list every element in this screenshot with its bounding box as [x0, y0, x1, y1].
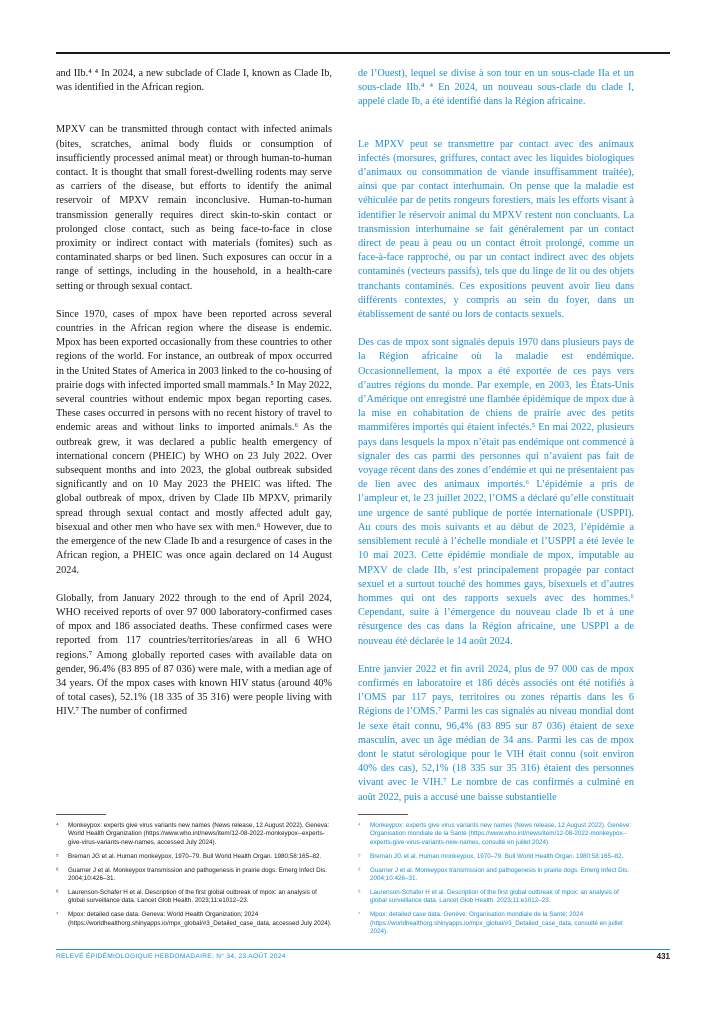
english-paragraph: Since 1970, cases of mpox have been reported across several countries in the African region where the disease is endemic. Mpox has been exported occasionally from these countries to other regions of the world. For instance, an outbreak of mpox occurred in the United States of America in 2003 linked to the co-housing of prairie dogs with infected imported small mammals.⁵ In May 2022, several countries without endemic mpox began reporting cases. These cases occurred in persons with no recent history of travel to endemic areas and without links to imported animals.⁶ As the outbreak grew, it was declared a public health emergency of international concern (PHEIC) by WHO on 23 July 2022. Over subsequent months and into 2023, the global outbreak subsided significantly and on 10 May 2023 the PHEIC was lifted. The global outbreak of mpox, driven by Clade IIb MPXV, primarily spread through sexual contact and mostly affected adult gay, bisexual and other men who have sex with men.⁶ However, due to the emergence of the new Clade Ib and a resurgence of cases in the African region, a PHEIC was once again declared on 14 August 2024. — [56, 308, 332, 576]
footnote-number: ⁶ — [358, 888, 361, 896]
footnote — [358, 911, 634, 936]
footnote — [358, 867, 634, 884]
footnote-text: Breman JG et al. Human monkeypox, 1970–79. Bull World Health Organ. 1980;58:165–82. — [370, 852, 624, 860]
french-paragraph: de l’Ouest), lequel se divise à son tour en un sous-clade IIa et un sous-clade IIb.⁴ ⁴ En 2024, un nouveau sous-clade du clade I, appelé clade Ib, a été identifié dans la Région africaine. — [358, 68, 634, 108]
french-paragraph: Des cas de mpox sont signalés depuis 1970 dans plusieurs pays de la Région africaine où la maladie est endémique. Occasionnellement, la mpox a été exportée de ces pays vers d’autres régions du monde. Par exemple, en 2003, les États-Unis d’Amérique ont enregistré une flambée épidémique de mpox due à la mise en cohabitation de chiens de prairie avec des petits mammifères importés qui étaient infectés.⁵ En mai 2022, plusieurs pays dans lesquels la mpox n’était pas endémique ont commencé à signaler des cas parmi des personnes qui n’avaient pas fait de voyage récent dans des zones d’endémie et qui ne présentaient pas de lien avec des animaux importés.⁶ L’épidémie a pris de l’ampleur et, le 23 juillet 2022, l’OMS a déclaré qu’elle constituait une urgence de santé publique de portée internationale (USPPI). Au cours des mois suivants et au début de 2023, l’épidémie a sensiblement reculé à l’échelle mondiale et l’USPPI a été levée le 10 mai 2023. Cette épidémie mondiale de mpox, imputable au MPXV de clade IIb, s’est principalement propagée par contact sexuel et a surtout touché des hommes gays, bisexuels et d’autres hommes qui ont des rapports sexuels avec des hommes.⁶ Cependant, suite à l’émergence du nouveau clade Ib et à une résurgence des cas dans la Région africaine, une USPPI a de nouveau été déclarée le 14 août 2024. — [358, 337, 634, 647]
page-number: 431 — [656, 952, 670, 961]
footnote-text: Mpox: detailed case data. Geneva: World Health Organization; 2024 (https://worldhealthorg.shinyapps.io/mpx_global/#3_Detailed_case_data, accessed July 2024). — [68, 911, 332, 927]
footnote — [56, 853, 332, 861]
footnote-number: ⁶ — [56, 866, 59, 874]
french-paragraph: Le MPXV peut se transmettre par contact avec des animaux infectés (morsures, griffures, contact avec les liquides biologiques d’animaux ou consommation de viande insuffisamment traitée), ainsi que par contact interhumain. On pense que la maladie est véhiculée par de petits rongeurs forestiers, mais les efforts visant à identifier le réservoir animal du MPXV restent non concluants. La transmission interhumaine se fait généralement par un contact direct de peau à peau ou un contact étroit prolongé, comme un face-à-face rapproché, ou par un contact indirect avec des objets contaminés (vecteurs passifs), tels que du linge de lit ou des objets tranchants contaminés. Ces expositions peuvent avoir lieu dans différents contextes, y compris au sein du foyer, dans un établissement de santé ou lors de contacts sexuels. — [358, 138, 634, 321]
footnote-number: ⁶ — [358, 866, 361, 874]
running-title: RELEVÉ ÉPIDÉMIOLOGIQUE HEBDOMADAIRE, N° 34, 23 AOÛT 2024 — [56, 953, 286, 960]
footnote-text: Mpox: detailed case data. Genève: Organisation mondiale de la Santé; 2024 (https://worldhealthorg.shinyapps.io/mpx_global/#3_Detailed_case_data, consulté en juillet 2024). — [370, 911, 623, 936]
footnote-rule — [358, 814, 408, 815]
footnote-number: ⁷ — [56, 911, 59, 919]
top-rule — [56, 52, 670, 54]
footnote-number: ⁶ — [56, 888, 59, 896]
english-paragraph: Globally, from January 2022 through to the end of April 2024, WHO received reports of over 97 000 laboratory-confirmed cases of mpox and 186 associated deaths. These confirmed cases were reported from 117 countries/territories/areas in all 6 WHO regions.⁷ Among globally reported cases with available data on gender, 96.4% (83 895 of 87 036) were male, with a median age of 34 years. Of the mpox cases with known HIV status (around 40% of total cases), 52.1% (18 335 of 35 316) were people living with HIV.⁷ The number of confirmed — [56, 592, 332, 718]
english-paragraph: MPXV can be transmitted through contact with infected animals (bites, scratches, animal body fluids or consumption of insufficiently processed animal meat) or through human-to-human contact. It is thought that small forest-dwelling rodents may serve as carriers of the disease, but efforts to identify the animal reservoir of MPXV remain inconclusive. Human-to-human transmission generally requires direct skin-to-skin contact or prolonged close contact, such as being face-to-face in close proximity or indirect contact with materials (fomites) such as contaminated sharps or bed linen. Such exposures can occur in a range of settings, including in the household, in a health-care setting or through sexual contact. — [56, 124, 332, 292]
footnote — [56, 867, 332, 884]
footnote-text: Guarner J et al. Monkeypox transmission and pathogenesis in prairie dogs. Emerg Infect Dis. 2004;10:426–31. — [68, 866, 327, 883]
footnote-number: ⁵ — [358, 852, 361, 860]
english-footnotes — [56, 822, 332, 934]
footnote — [56, 911, 332, 928]
footnote-text: Monkeypox: experts give virus variants new names (News release, 12 August 2022). Geneva: World Health Organization (https://www.who.int/news/item/12-08-2022-monkeypox--experts-give-virus-variants-new-names, accessed July 2024). — [68, 822, 330, 846]
footnote — [358, 822, 634, 847]
footnote-text: Breman JG et al. Human monkeypox, 1970–79. Bull World Health Organ. 1980;58:165–82. — [68, 852, 322, 860]
footnote — [358, 889, 634, 906]
footnote-number: ⁷ — [358, 911, 361, 919]
french-paragraph: Entre janvier 2022 et fin avril 2024, plus de 97 000 cas de mpox confirmés en laboratoire et 186 décès associés ont été notifiés à l’OMS par 117 pays, territoires ou zones répartis dans les 6 Régions de l’OMS.⁷ Parmi les cas signalés au niveau mondial dont le sexe était connu, 96,4% (83 895 sur 87 036) étaient de sexe masculin, avec un âge médian de 34 ans. Parmi les cas de mpox dont le statut sérologique pour le VIH était connu (soit environ 40% des cas), 52,1% (18 335 sur 35 316) étaient des personnes vivant avec le VIH.⁷ Le nombre de cas confirmés a culminé en août 2022, puis a accusé une baisse substantielle — [358, 663, 634, 803]
footnote — [56, 889, 332, 906]
footnote-text: Laurenson-Schafer H et al. Description of the first global outbreak of mpox: an analysis of global surveillance data. Lancet Glob Health. 2023;11:e1012–23. — [68, 888, 317, 905]
french-footnotes — [358, 822, 634, 942]
footnote — [56, 822, 332, 847]
footnote-rule — [56, 814, 106, 815]
footnote — [358, 853, 634, 861]
footnote-text: Monkeypox: experts give virus variants new names (News release, 12 August 2022). Genève: Organisation mondiale de la Santé (https://www.who.int/news/item/12-08-2022-monkeypox--experts-give-virus-variants-new-names, consulté en juillet 2024). — [370, 822, 632, 846]
footnote-text: Guarner J et al. Monkeypox transmission and pathogenesis in prairie dogs. Emerg Infect Dis. 2004;10:426–31. — [370, 866, 629, 883]
footnote-text: Laurenson-Schafer H et al. Description of the first global outbreak of mpox: an analysis of global surveillance data. Lancet Glob Health. 2023;11:e1012–23. — [370, 888, 619, 905]
page-footer — [56, 949, 670, 962]
footnote-number: ⁴ — [358, 822, 361, 829]
footnote-number: ⁴ — [56, 822, 59, 829]
english-column — [56, 67, 332, 734]
footnote-number: ⁵ — [56, 852, 59, 860]
french-column — [358, 67, 634, 819]
english-paragraph: and IIb.⁴ ⁴ In 2024, a new subclade of Clade I, known as Clade Ib, was identified in the African region. — [56, 68, 332, 94]
